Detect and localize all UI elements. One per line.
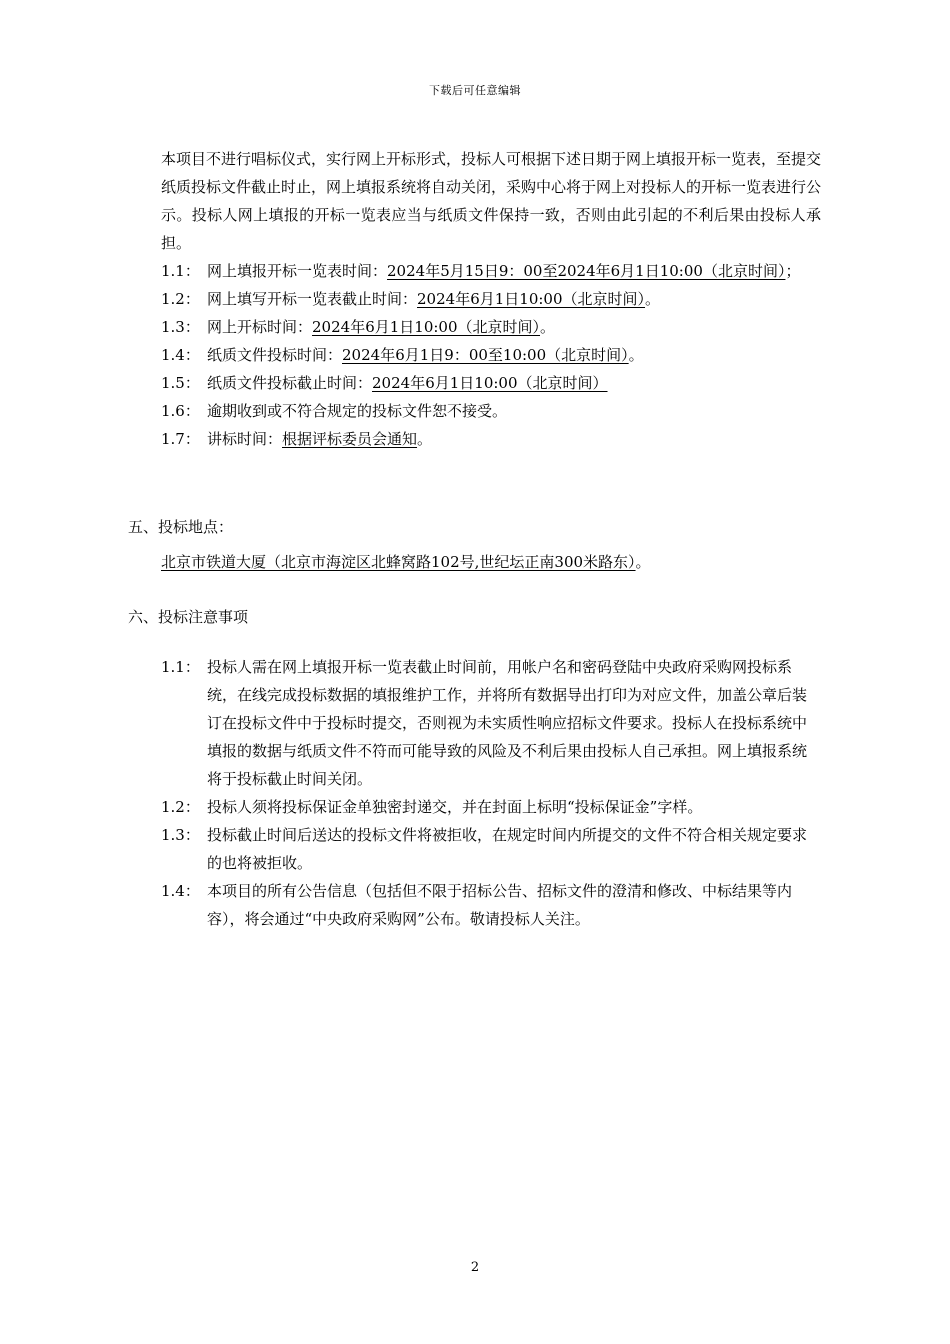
address-text: 北京市铁道大厦（北京市海淀区北蜂窝路102号,世纪坛正南300米路东） <box>161 553 636 571</box>
schedule-item <box>161 369 821 397</box>
item-value: 2024年6月1日10:00（北京时间） <box>372 374 608 392</box>
item-label: 逾期收到或不符合规定的投标文件恕不接受。 <box>207 402 508 420</box>
note-text: 投标截止时间后送达的投标文件将被拒收，在规定时间内所提交的文件不符合相关规定要求的也将被拒收。 <box>207 826 808 872</box>
schedule-list <box>161 257 821 453</box>
note-item <box>161 821 821 877</box>
item-number: 1.2： <box>161 798 200 816</box>
item-tail: 。 <box>417 430 433 448</box>
item-number: 1.1： <box>161 658 200 676</box>
section-title-location: 五、投标地点： <box>128 518 234 536</box>
item-number: 1.7： <box>161 430 200 448</box>
item-number: 1.3： <box>161 318 200 336</box>
item-label: 网上开标时间： <box>207 318 313 336</box>
bid-location-address <box>161 548 651 576</box>
item-number: 1.6： <box>161 402 200 420</box>
page-header: 下载后可任意编辑 <box>429 84 521 97</box>
item-tail: 。 <box>540 318 556 336</box>
item-label: 纸质文件投标时间： <box>207 346 343 364</box>
schedule-item <box>161 313 821 341</box>
item-value: 2024年5月15日9：00至2024年6月1日10:00（北京时间） <box>387 262 786 280</box>
note-text: 投标人须将投标保证金单独密封递交，并在封面上标明“投标保证金”字样。 <box>207 798 703 816</box>
address-tail: 。 <box>635 553 651 571</box>
item-number: 1.1： <box>161 262 200 280</box>
note-text: 投标人需在网上填报开标一览表截止时间前，用帐户名和密码登陆中央政府采购网投标系统，在线完成投标数据的填报维护工作，并将所有数据导出打印为对应文件，加盖公章后装订在投标文件中于投标时提交，否则视为未实质性响应招标文件要求。投标人在投标系统中填报的数据与纸质文件不符而可能导致的风险及不利后果由投标人自己承担。网上填报系统将于投标截止时间关闭。 <box>207 658 808 788</box>
item-number: 1.4： <box>161 346 200 364</box>
item-value: 2024年6月1日10:00（北京时间） <box>312 318 541 336</box>
item-label: 纸质文件投标截止时间： <box>207 374 373 392</box>
item-label: 讲标时间： <box>207 430 283 448</box>
item-number: 1.3： <box>161 826 200 844</box>
schedule-item <box>161 397 821 425</box>
item-value: 根据评标委员会通知 <box>282 430 418 448</box>
notes-list <box>161 653 821 933</box>
item-label: 网上填写开标一览表截止时间： <box>207 290 418 308</box>
item-tail: ； <box>785 262 801 280</box>
item-label: 网上填报开标一览表时间： <box>207 262 388 280</box>
item-value: 2024年6月1日9：00至10:00（北京时间） <box>342 346 629 364</box>
item-tail: 。 <box>628 346 644 364</box>
intro-paragraph: 本项目不进行唱标仪式，实行网上开标形式，投标人可根据下述日期于网上填报开标一览表，至提交纸质投标文件截止时止，网上填报系统将自动关闭，采购中心将于网上对投标人的开标一览表进行公示。投标人网上填报的开标一览表应当与纸质文件保持一致，否则由此引起的不利后果由投标人承担。 <box>161 150 822 252</box>
section-title-notes: 六、投标注意事项 <box>128 608 249 626</box>
note-item <box>161 877 821 933</box>
item-value: 2024年6月1日10:00（北京时间） <box>417 290 646 308</box>
item-number: 1.2： <box>161 290 200 308</box>
note-text: 本项目的所有公告信息（包括但不限于招标公告、招标文件的澄清和修改、中标结果等内容），将会通过“中央政府采购网”公布。敬请投标人关注。 <box>207 882 793 928</box>
item-tail: 。 <box>645 290 661 308</box>
schedule-item <box>161 285 821 313</box>
schedule-item <box>161 425 821 453</box>
note-item <box>161 653 821 793</box>
item-number: 1.4： <box>161 882 200 900</box>
schedule-item <box>161 341 821 369</box>
page-number: 2 <box>470 1260 480 1275</box>
schedule-item <box>161 257 821 285</box>
note-item <box>161 793 821 821</box>
item-number: 1.5： <box>161 374 200 392</box>
